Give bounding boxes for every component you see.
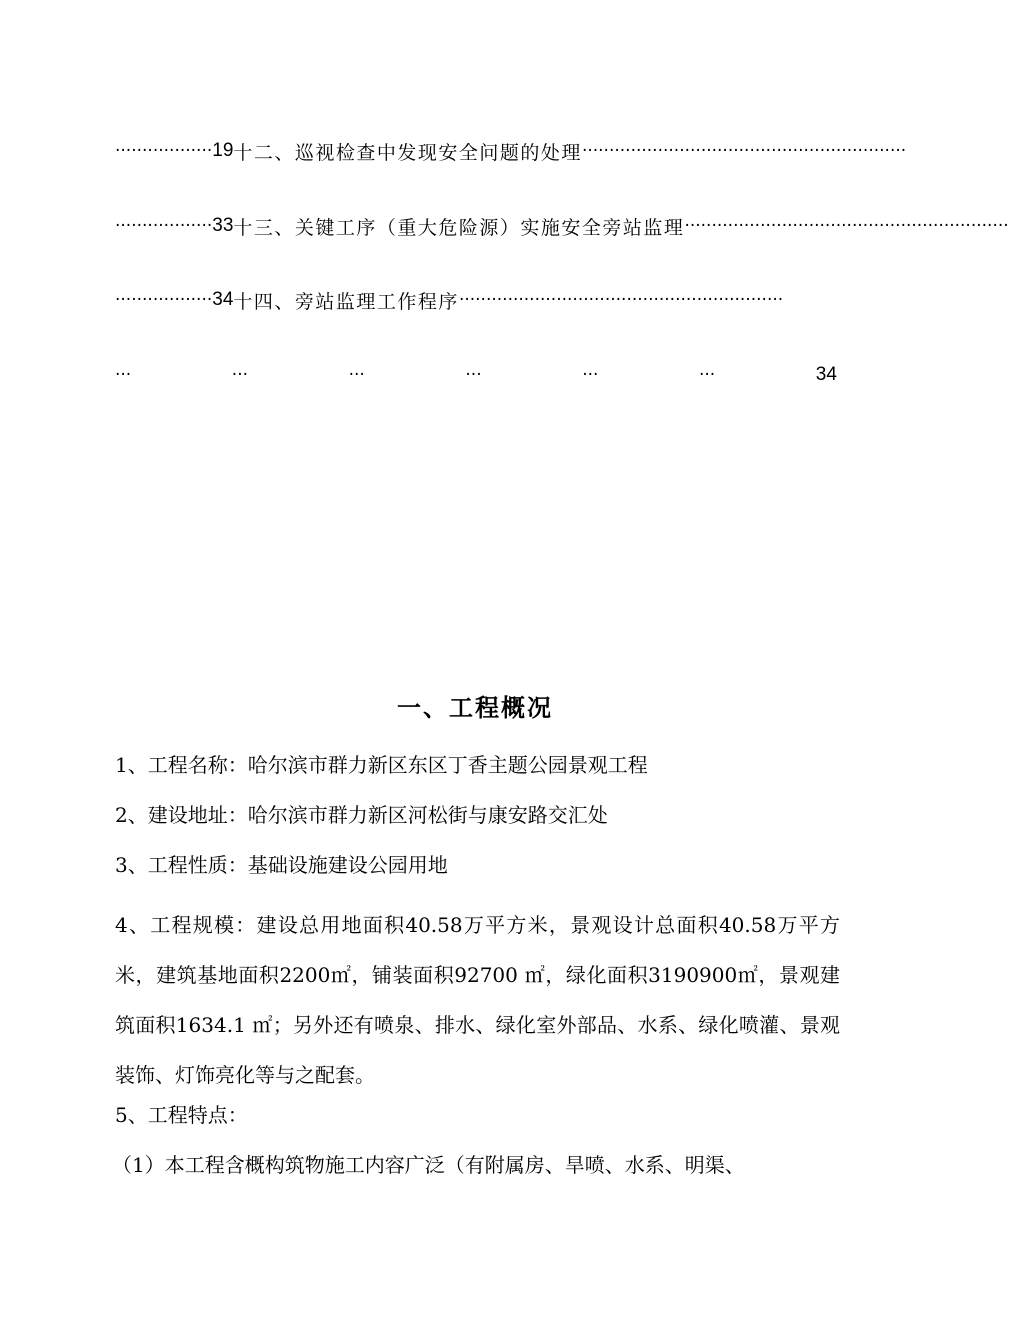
project-scale-item: 4、工程规模：建设总用地面积40.58万平方米，景观设计总面积40.58万平方米，建筑基地面积2200㎡，铺装面积92700 ㎡，绿化面积3190900㎡，景观建筑面积1634.1 ㎡；另外还有喷泉、排水、绿化室外部品、水系、绿化喷灌、景观装饰、灯饰亮化等与之配套。	[115, 913, 840, 1087]
toc-entry-12[interactable]	[115, 136, 907, 166]
toc-leader-dots: ····························································	[458, 290, 784, 310]
toc-leader-dots: ···	[465, 365, 482, 385]
toc-leader-dots: ···	[231, 365, 249, 385]
project-feature-1: （1）本工程含概构筑物施工内容广泛（有附属房、旱喷、水系、明渠、	[112, 1153, 745, 1177]
toc-page-number: 33	[212, 215, 234, 236]
toc-leader-dots: ··················	[115, 216, 213, 236]
toc-page-number: 34	[212, 289, 234, 310]
project-address-item: 2、建设地址：哈尔滨市群力新区河松街与康安路交汇处	[115, 803, 608, 827]
toc-entry-continuation[interactable]	[115, 360, 837, 390]
toc-page-number: 34	[815, 364, 837, 385]
project-nature-item: 3、工程性质：基础设施建设公园用地	[115, 853, 448, 877]
toc-page-number: 19	[212, 140, 234, 161]
toc-leader-dots: ··················	[115, 141, 213, 161]
toc-entry-title: 十四、旁站监理工作程序	[233, 290, 459, 313]
toc-leader-dots: ····························································	[581, 141, 907, 161]
project-features-item: 5、工程特点：	[115, 1103, 248, 1127]
toc-entry-title: 十二、巡视检查中发现安全问题的处理	[233, 141, 582, 164]
project-name-item: 1、工程名称：哈尔滨市群力新区东区丁香主题公园景观工程	[115, 753, 648, 777]
toc-leader-dots: ···	[698, 365, 716, 385]
section-heading: 一、工程概况	[397, 693, 553, 722]
toc-entry-14[interactable]	[115, 285, 835, 315]
toc-entry-13[interactable]	[115, 211, 1009, 241]
toc-leader-dots: ··················	[115, 290, 213, 310]
toc-leader-dots: ····························································	[684, 216, 1009, 236]
toc-entry-title: 十三、关键工序（重大危险源）实施安全旁站监理	[233, 216, 685, 239]
toc-leader-dots: ···	[348, 365, 365, 385]
toc-leader-dots: ···	[582, 365, 599, 385]
toc-leader-dots: ···	[115, 365, 132, 385]
